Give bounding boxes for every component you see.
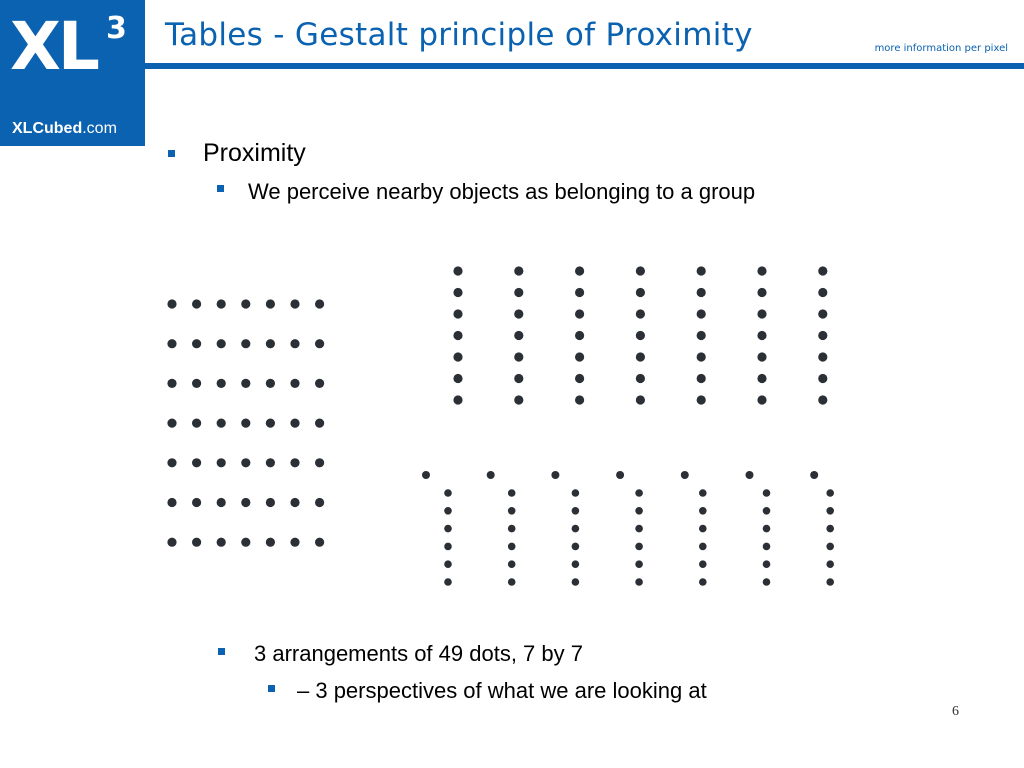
dot	[636, 395, 645, 404]
dot	[699, 507, 707, 515]
dot	[453, 331, 462, 340]
dot	[508, 560, 516, 568]
logo-superscript: 3	[106, 11, 127, 46]
dot	[514, 352, 523, 361]
dot	[826, 507, 834, 515]
dot-grid-columns	[453, 266, 827, 404]
dot	[444, 560, 452, 568]
dot	[315, 419, 324, 428]
dot	[757, 352, 766, 361]
dot	[514, 266, 523, 275]
dot	[290, 498, 299, 507]
dot	[315, 458, 324, 467]
dot	[575, 395, 584, 404]
dot	[818, 288, 827, 297]
dot	[290, 458, 299, 467]
dot	[572, 489, 580, 497]
dot	[167, 379, 176, 388]
dot	[763, 489, 771, 497]
note-perspectives: – 3 perspectives of what we are looking at	[297, 678, 707, 703]
dot	[575, 309, 584, 318]
dot	[757, 395, 766, 404]
dot	[290, 379, 299, 388]
dot	[635, 560, 643, 568]
slide-title: Tables - Gestalt principle of Proximity	[165, 17, 753, 53]
dot	[697, 374, 706, 383]
dot	[763, 560, 771, 568]
dot	[266, 538, 275, 547]
dot	[217, 299, 226, 308]
dot	[697, 352, 706, 361]
dot	[826, 489, 834, 497]
dot	[266, 498, 275, 507]
dot	[241, 339, 250, 348]
dot	[514, 374, 523, 383]
dot	[757, 374, 766, 383]
dot	[616, 471, 624, 479]
dot	[572, 543, 580, 551]
dot	[266, 299, 275, 308]
dot	[746, 471, 754, 479]
bullet-perceive: We perceive nearby objects as belonging to a group	[248, 179, 756, 204]
dot	[217, 538, 226, 547]
dot	[699, 543, 707, 551]
tagline: more information per pixel	[874, 43, 1008, 54]
dot	[453, 288, 462, 297]
dot	[699, 578, 707, 586]
dot	[444, 525, 452, 533]
dot	[697, 331, 706, 340]
dot	[763, 525, 771, 533]
dot	[315, 299, 324, 308]
dot	[290, 538, 299, 547]
dot	[217, 379, 226, 388]
dot	[826, 543, 834, 551]
dot	[167, 299, 176, 308]
dot	[514, 309, 523, 318]
dot	[192, 498, 201, 507]
dot	[514, 331, 523, 340]
dot	[575, 352, 584, 361]
logo-site-name: XLCubed	[12, 120, 83, 137]
dot	[508, 525, 516, 533]
dot	[818, 331, 827, 340]
dot	[192, 419, 201, 428]
dot	[453, 374, 462, 383]
dot	[241, 299, 250, 308]
dot	[444, 489, 452, 497]
dot	[575, 374, 584, 383]
dot	[681, 471, 689, 479]
dot	[818, 266, 827, 275]
dot	[217, 419, 226, 428]
dot	[217, 498, 226, 507]
dot	[192, 538, 201, 547]
dot	[757, 288, 766, 297]
dot	[551, 471, 559, 479]
dot	[444, 578, 452, 586]
dot	[241, 458, 250, 467]
dot	[290, 419, 299, 428]
dot	[826, 578, 834, 586]
dot	[453, 309, 462, 318]
dot	[757, 266, 766, 275]
dot	[810, 471, 818, 479]
dot	[217, 458, 226, 467]
dot	[167, 498, 176, 507]
dot	[508, 578, 516, 586]
dot	[167, 538, 176, 547]
dot	[572, 507, 580, 515]
dot	[315, 498, 324, 507]
dot	[444, 507, 452, 515]
dot	[818, 395, 827, 404]
dot	[635, 525, 643, 533]
dot	[241, 379, 250, 388]
dot	[818, 374, 827, 383]
dot	[487, 471, 495, 479]
dot	[266, 458, 275, 467]
dot	[697, 395, 706, 404]
dot	[315, 538, 324, 547]
dot	[453, 352, 462, 361]
dot	[508, 543, 516, 551]
logo-mark: XL	[10, 8, 97, 85]
dot	[636, 331, 645, 340]
dot	[422, 471, 430, 479]
dot-grid-header-columns	[422, 471, 834, 586]
dot	[818, 352, 827, 361]
dot	[636, 374, 645, 383]
dot	[697, 266, 706, 275]
dot	[572, 525, 580, 533]
dot	[315, 379, 324, 388]
dot	[635, 489, 643, 497]
dot	[192, 299, 201, 308]
dot	[167, 339, 176, 348]
dot	[636, 309, 645, 318]
page-number: 6	[952, 704, 959, 719]
dot	[757, 331, 766, 340]
dot	[217, 339, 226, 348]
dot	[453, 266, 462, 275]
dot	[636, 266, 645, 275]
dot	[635, 578, 643, 586]
dot	[763, 507, 771, 515]
dot	[192, 339, 201, 348]
dot	[508, 489, 516, 497]
dot	[635, 507, 643, 515]
dot	[290, 299, 299, 308]
dot	[697, 309, 706, 318]
dot	[699, 489, 707, 497]
dot	[763, 578, 771, 586]
dot-grid-uniform	[167, 299, 324, 546]
bullet-marker	[268, 685, 275, 692]
dot	[444, 543, 452, 551]
dot	[636, 288, 645, 297]
bullet-proximity: Proximity	[203, 139, 306, 167]
dot	[241, 538, 250, 547]
logo-site-tld: .com	[82, 120, 117, 137]
dot	[575, 288, 584, 297]
dot	[636, 352, 645, 361]
dot	[290, 339, 299, 348]
dot	[453, 395, 462, 404]
note-arrangements: 3 arrangements of 49 dots, 7 by 7	[254, 641, 583, 666]
dot	[514, 288, 523, 297]
dot	[818, 309, 827, 318]
dot	[699, 525, 707, 533]
dot	[167, 419, 176, 428]
dot	[266, 339, 275, 348]
bullet-marker	[218, 648, 225, 655]
dot	[241, 498, 250, 507]
dot	[508, 507, 516, 515]
dot	[514, 395, 523, 404]
dot	[699, 560, 707, 568]
dot	[697, 288, 706, 297]
dot	[757, 309, 766, 318]
dot	[572, 578, 580, 586]
dot	[315, 339, 324, 348]
dot	[192, 379, 201, 388]
dot	[167, 458, 176, 467]
dot	[266, 419, 275, 428]
dot	[826, 525, 834, 533]
dot	[192, 458, 201, 467]
dot	[575, 331, 584, 340]
dot	[763, 543, 771, 551]
dot	[266, 379, 275, 388]
dot	[572, 560, 580, 568]
dot	[575, 266, 584, 275]
dot	[826, 560, 834, 568]
dot	[241, 419, 250, 428]
dot	[635, 543, 643, 551]
